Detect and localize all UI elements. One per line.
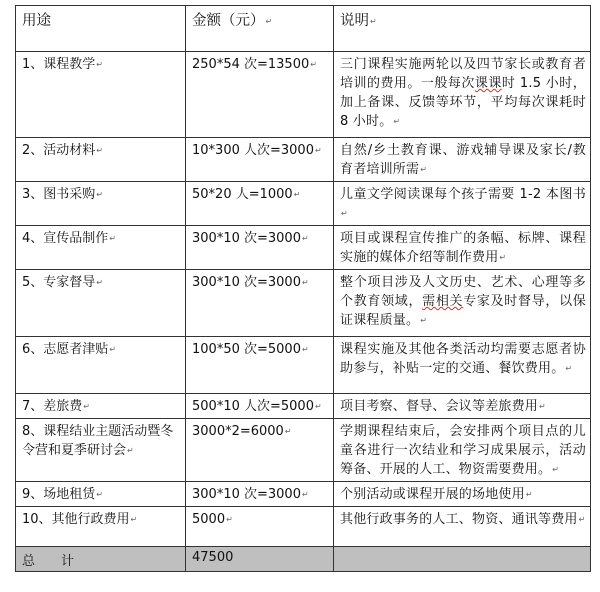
table-row: [16, 138, 591, 182]
total-row: [16, 547, 591, 572]
table-row: [16, 337, 591, 394]
table-row: [16, 182, 591, 226]
header-amount: 金额（元）↵: [186, 6, 334, 52]
note-cell: 项目或课程宣传推广的条幅、标牌、课程实施的媒体介绍等制作费用↵: [334, 226, 591, 270]
total-note: [334, 547, 591, 572]
amount-cell: 3000*2=6000↵: [186, 419, 334, 482]
amount-cell: 5000↵: [186, 507, 334, 547]
purpose-cell: 7、差旅费↵: [16, 394, 186, 419]
table-row: [16, 507, 591, 547]
amount-cell: 100*50 次=5000↵: [186, 337, 334, 394]
table-row: [16, 270, 591, 337]
table-row: [16, 52, 591, 138]
note-cell: 其他行政事务的人工、物资、通讯等费用↵: [334, 507, 591, 547]
note-cell: 课程实施及其他各类活动均需要志愿者协助参与，补贴一定的交通、餐饮费用。↵: [334, 337, 591, 394]
amount-cell: 250*54 次=13500↵: [186, 52, 334, 138]
note-cell: 自然/乡土教育课、游戏辅导课及家长/教育者培训所需↵: [334, 138, 591, 182]
table-row: [16, 482, 591, 507]
amount-cell: 300*10 次=3000↵: [186, 482, 334, 507]
amount-cell: 300*10 次=3000↵: [186, 226, 334, 270]
header-row: [16, 6, 591, 52]
note-cell: 项目考察、督导、会议等差旅费用↵: [334, 394, 591, 419]
note-cell: 三门课程实施两轮以及四节家长或教育者培训的费用。一般每次课课时 1.5 小时，加上备课、反馈等环节，平均每次课耗时 8 小时。↵: [334, 52, 591, 138]
table-row: [16, 419, 591, 482]
purpose-cell: 5、专家督导↵: [16, 270, 186, 337]
purpose-cell: 1、课程教学↵: [16, 52, 186, 138]
note-cell: 整个项目涉及人文历史、艺术、心理等多个教育领域，需相关专家及时督导，以保证课程质量。↵: [334, 270, 591, 337]
purpose-cell: 4、宣传品制作↵: [16, 226, 186, 270]
amount-cell: 10*300 人次=3000↵: [186, 138, 334, 182]
purpose-cell: 10、其他行政费用↵: [16, 507, 186, 547]
table-row: [16, 226, 591, 270]
header-note: 说明↵: [334, 6, 591, 52]
note-cell: 儿童文学阅读课每个孩子需要 1-2 本图书↵: [334, 182, 591, 226]
purpose-cell: 9、场地租赁↵: [16, 482, 186, 507]
header-purpose: 用途: [16, 6, 186, 52]
total-amount: 47500: [186, 547, 334, 572]
note-cell: 个别活动或课程开展的场地使用↵: [334, 482, 591, 507]
amount-cell: 500*10 人次=5000↵: [186, 394, 334, 419]
table-row: [16, 394, 591, 419]
amount-cell: 50*20 人=1000↵: [186, 182, 334, 226]
note-cell: 学期课程结束后，会安排两个项目点的儿童各进行一次结业和学习成果展示，活动筹备、开展的人工、物资需要费用。↵: [334, 419, 591, 482]
total-label: 总 计: [16, 547, 186, 572]
purpose-cell: 6、志愿者津贴↵: [16, 337, 186, 394]
purpose-cell: 8、课程结业主题活动暨冬令营和夏季研讨会↵: [16, 419, 186, 482]
budget-table: [15, 5, 591, 572]
purpose-cell: 3、图书采购↵: [16, 182, 186, 226]
purpose-cell: 2、活动材料↵: [16, 138, 186, 182]
amount-cell: 300*10 次=3000↵: [186, 270, 334, 337]
